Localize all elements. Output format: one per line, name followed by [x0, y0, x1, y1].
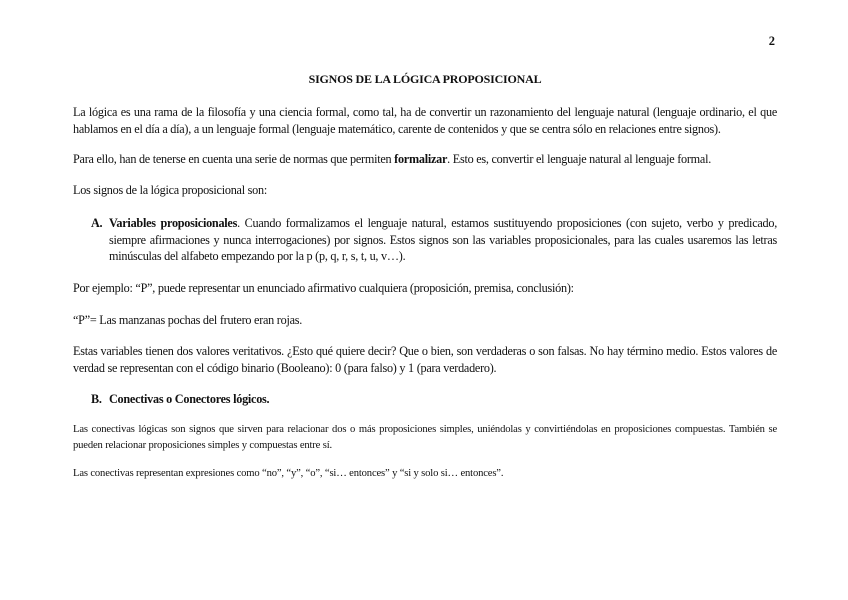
- list-item-connectives-heading: Conectivas o Conectores lógicos.: [109, 392, 270, 406]
- paragraph-connectives-definition: Las conectivas lógicas son signos que sirven para relacionar dos o más proposiciones simples, uniéndolas y convirtiéndolas en proposiciones compuestas. También se pueden relacionar proposiciones simples y compuestas entre sí.: [73, 424, 777, 451]
- list-marker-b: B.: [91, 392, 102, 406]
- list-marker-a: A.: [91, 216, 103, 230]
- paragraph-formalize: [73, 151, 777, 168]
- paragraph-signs-intro: Los signos de la lógica proposicional son:: [73, 183, 267, 197]
- paragraph-truth-values: Estas variables tienen dos valores veritativos. ¿Esto qué quiere decir? Que o bien, son verdaderas o son falsas. No hay término medio. Estos valores de verdad se representan con el código binario (Booleano): 0 (para falso) y 1 (para verdadero).: [73, 344, 777, 375]
- paragraph-formalize-text-after: . Esto es, convertir el lenguaje natural al lenguaje formal.: [447, 152, 712, 166]
- list-item-variables-text: . Cuando formalizamos el lenguaje natural, estamos sustituyendo proposiciones (con sujeto, verbo y predicado, siempre afirmaciones y nunca interrogaciones) por signos. Estos signos son las variables proposicionales, para las cuales usaremos las letras minúsculas del alfabeto empezando por la p (p, q, r, s, t, u, v…).: [109, 216, 778, 263]
- list-item-connectives-body: [109, 391, 777, 408]
- list-item-connectives: [91, 391, 777, 408]
- paragraph-logic-definition: La lógica es una rama de la filosofía y una ciencia formal, como tal, ha de convertir un razonamiento del lenguaje natural (lenguaje ordinario, el que hablamos en el día a día), a un lenguaje formal (lenguaje matemático, carente de contenidos y que se centra sólo en relaciones entre signos).: [73, 105, 777, 136]
- paragraph-example-p: “P”= Las manzanas pochas del frutero eran rojas.: [73, 313, 303, 327]
- page-number: 2: [768, 34, 775, 48]
- document-title: SIGNOS DE LA LÓGICA PROPOSICIONAL: [308, 72, 542, 86]
- paragraph-formalize-text-before: Para ello, han de tenerse en cuenta una serie de normas que permiten: [73, 152, 395, 166]
- list-item-variables-body: [109, 215, 777, 265]
- paragraph-connectives-expressions: Las conectivas representan expresiones como “no”, “y”, “o”, “si… entonces” y “si y solo si… entonces”.: [73, 468, 504, 479]
- list-item-variables: [91, 215, 777, 265]
- paragraph-formalize-bold: formalizar: [394, 152, 448, 166]
- list-item-variables-heading: Variables proposicionales: [109, 216, 238, 230]
- paragraph-example: Por ejemplo: “P”, puede representar un enunciado afirmativo cualquiera (proposición, premisa, conclusión):: [73, 281, 574, 295]
